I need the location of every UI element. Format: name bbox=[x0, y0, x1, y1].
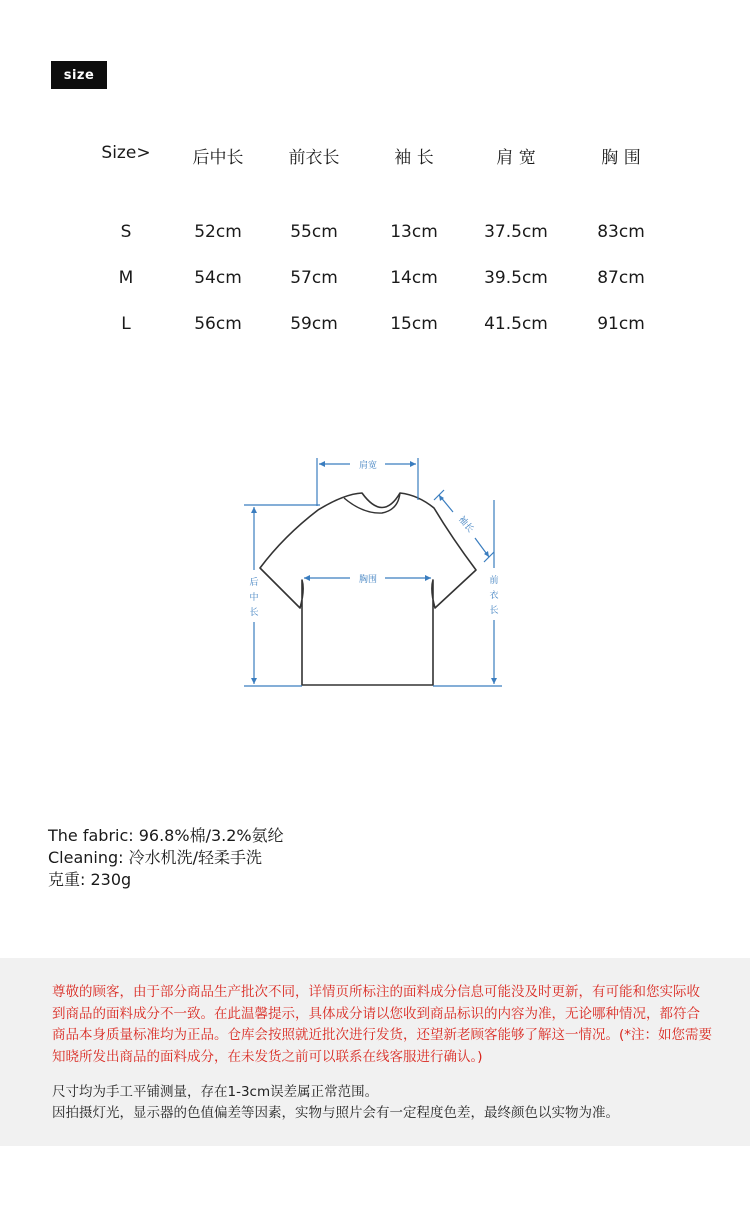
table-cell: 14cm bbox=[390, 268, 438, 288]
table-cell: 83cm bbox=[597, 222, 645, 242]
front-length-label-2: 衣 bbox=[489, 591, 499, 601]
table-cell: 37.5cm bbox=[484, 222, 548, 242]
tshirt-diagram-svg bbox=[240, 450, 510, 695]
notice-color-text: 因拍摄灯光，显示器的色值偏差等因素，实物与照片会有一定程度色差，最终颜色以实物为准。 bbox=[52, 1105, 619, 1121]
header-front-length: 前衣长 bbox=[288, 148, 340, 168]
header-chest: 胸 围 bbox=[601, 148, 641, 168]
shoulder-label: 肩宽 bbox=[358, 461, 378, 471]
notice-panel bbox=[0, 958, 750, 1146]
back-length-label-1: 后 bbox=[249, 578, 259, 588]
front-length-label-1: 前 bbox=[489, 576, 499, 586]
table-cell: 57cm bbox=[290, 268, 338, 288]
header-size: Size> bbox=[101, 143, 151, 163]
table-cell: 52cm bbox=[194, 222, 242, 242]
back-length-label-2: 中 bbox=[249, 593, 259, 603]
size-tag-label: size bbox=[63, 67, 95, 83]
notice-measure-text: 尺寸均为手工平铺测量，存在1-3cm误差属正常范围。 bbox=[52, 1084, 379, 1100]
table-cell: 54cm bbox=[194, 268, 242, 288]
table-cell: 55cm bbox=[290, 222, 338, 242]
front-length-label-3: 长 bbox=[489, 606, 499, 616]
size-tag bbox=[51, 61, 107, 89]
chest-label: 胸围 bbox=[358, 575, 378, 585]
weight-text: 克重: 230g bbox=[48, 870, 132, 889]
notice-red-text: 尊敬的顾客，由于部分商品生产批次不同，详情页所标注的面料成分信息可能没及时更新，有可能和您实际收到商品的面料成分不一致。在此温馨提示，具体成分请以您收到商品标识的内容为准，无论哪种情况，都符合商品本身质量标准均为正品。仓库会按照就近批次进行发货，还望新老顾客能够了解这一情况。(*注：如您需要知晓所发出商品的面料成分，在未发货之前可以联系在线客服进行确认。) bbox=[52, 984, 713, 1065]
table-cell: 41.5cm bbox=[484, 314, 548, 334]
table-cell: M bbox=[118, 268, 134, 288]
header-back-length: 后中长 bbox=[192, 148, 244, 168]
fabric-text: The fabric: 96.8%棉/3.2%氨纶 bbox=[48, 826, 284, 845]
tshirt-measurement-diagram bbox=[240, 450, 510, 695]
back-length-label-3: 长 bbox=[249, 608, 259, 618]
header-shoulder-width: 肩 宽 bbox=[496, 148, 536, 168]
product-info bbox=[48, 825, 284, 891]
tshirt-outline bbox=[260, 493, 476, 685]
table-cell: 13cm bbox=[390, 222, 438, 242]
sleeve-label: 袖长 bbox=[455, 514, 476, 535]
header-sleeve-length: 袖 长 bbox=[394, 148, 434, 168]
table-cell: 15cm bbox=[390, 314, 438, 334]
table-cell: 91cm bbox=[597, 314, 645, 334]
table-cell: 87cm bbox=[597, 268, 645, 288]
table-cell: 59cm bbox=[290, 314, 338, 334]
table-cell: L bbox=[121, 314, 131, 334]
table-cell: 39.5cm bbox=[484, 268, 548, 288]
cleaning-text: Cleaning: 冷水机洗/轻柔手洗 bbox=[48, 848, 263, 867]
table-cell: 56cm bbox=[194, 314, 242, 334]
table-cell: S bbox=[120, 222, 132, 242]
